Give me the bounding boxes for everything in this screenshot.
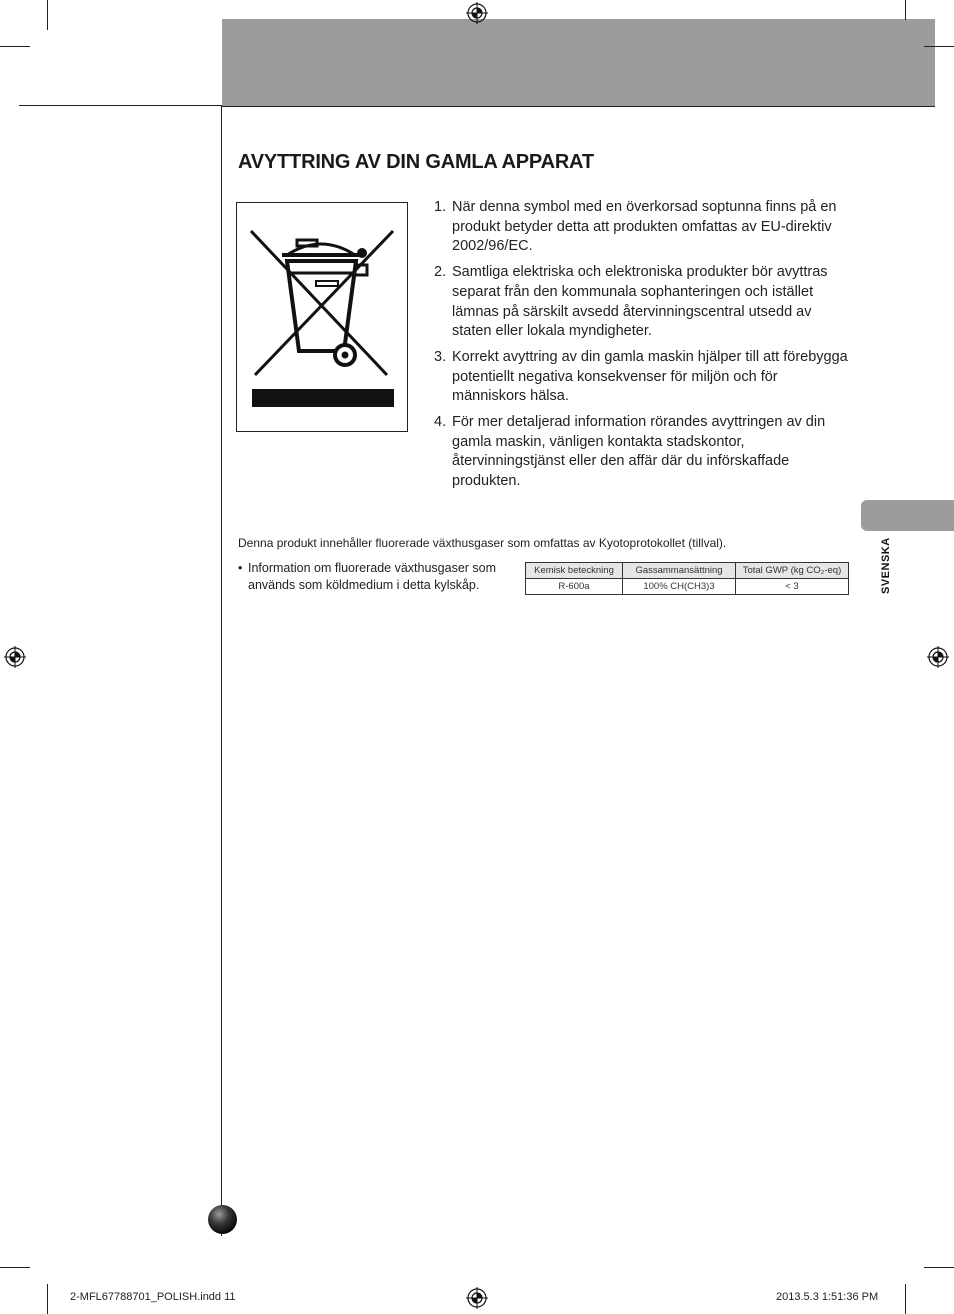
left-rule xyxy=(19,105,222,106)
crop-mark xyxy=(47,0,48,30)
step-text: För mer detaljerad information rörandes avyttringen av din gamla maskin, vänligen kontakta stadskontor, återvinningstjänst eller den affär där du införskaffade produkten. xyxy=(452,414,826,490)
language-label: SVENSKA xyxy=(880,537,892,594)
crop-mark xyxy=(905,1284,906,1314)
registration-mark-icon xyxy=(466,2,488,24)
crop-mark xyxy=(905,0,906,20)
header-bottom-rule xyxy=(222,106,935,107)
table-row xyxy=(526,579,849,595)
disposal-steps xyxy=(434,198,854,498)
registration-mark-icon xyxy=(466,1287,488,1309)
table-header-row xyxy=(526,563,849,579)
table-header: Kemisk beteckning xyxy=(526,563,623,579)
registration-mark-icon xyxy=(927,646,949,668)
table-header: Gassammansättning xyxy=(623,563,736,579)
list-item: 2. Samtliga elektriska och elektroniska produkter bör avyttras separat från den kommunala sophanteringen och istället lämnas på särskilt avsedd återvinningscentral utsedd av staten eller lokala myndigheter. xyxy=(434,264,828,340)
table-cell: R-600a xyxy=(526,579,623,595)
footer-file-name: 2-MFL67788701_POLISH.indd 11 xyxy=(70,1291,236,1303)
list-item: 1. När denna symbol med en överkorsad soptunna finns på en produkt betyder detta att produkten omfattas av EU-direktiv 2002/96/EC. xyxy=(434,199,837,255)
weee-crossed-bin-icon xyxy=(237,203,407,431)
gas-intro-text: Denna produkt innehåller fluorerade växthusgaser som omfattas av Kyotoprotokollet (tillval). xyxy=(238,536,727,550)
table-header: Total GWP (kg CO₂-eq) xyxy=(736,563,849,579)
page-title: AVYTTRING AV DIN GAMLA APPARAT xyxy=(238,151,594,173)
table-cell: < 3 xyxy=(736,579,849,595)
list-item: 3. Korrekt avyttring av din gamla maskin hjälper till att förebygga potentiellt negativa konsekvenser för miljön och för människors hälsa. xyxy=(434,348,848,405)
crop-mark xyxy=(47,1284,48,1314)
step-text: När denna symbol med en överkorsad soptunna finns på en produkt betyder detta att produkten omfattas av EU-direktiv 2002/96/EC. xyxy=(452,199,837,255)
footer-datetime: 2013.5.3 1:51:36 PM xyxy=(776,1291,879,1303)
header-band xyxy=(222,19,935,106)
weee-symbol-frame xyxy=(236,202,408,432)
step-text: Samtliga elektriska och elektroniska produkter bör avyttras separat från den kommunala sophanteringen och istället lämnas på särskilt avsedd återvinningscentral utsedd av staten eller lokala myndigheter. xyxy=(452,264,828,340)
bullet-dot: • xyxy=(238,561,243,575)
bullet-text: Information om fluorerade växthusgaser som används som köldmedium i detta kylskåp. xyxy=(248,561,497,592)
crop-mark xyxy=(0,1267,30,1268)
gas-bullet xyxy=(238,560,500,594)
step-text: Korrekt avyttring av din gamla maskin hjälper till att förebygga potentiellt negativa konsekvenser för miljön och för människors hälsa. xyxy=(452,348,848,405)
decorative-ball xyxy=(208,1205,237,1234)
registration-mark-icon xyxy=(4,646,26,668)
crop-mark xyxy=(924,46,954,47)
list-item: 4. För mer detaljerad information rörandes avyttringen av din gamla maskin, vänligen kontakta stadskontor, återvinningstjänst eller den affär där du införskaffade produkten. xyxy=(434,414,826,490)
gas-table xyxy=(525,562,849,595)
table-cell: 100% CH(CH3)3 xyxy=(623,579,736,595)
language-tab xyxy=(861,500,954,531)
crop-mark xyxy=(924,1267,954,1268)
margin-line xyxy=(221,106,222,1236)
crop-mark xyxy=(0,46,30,47)
